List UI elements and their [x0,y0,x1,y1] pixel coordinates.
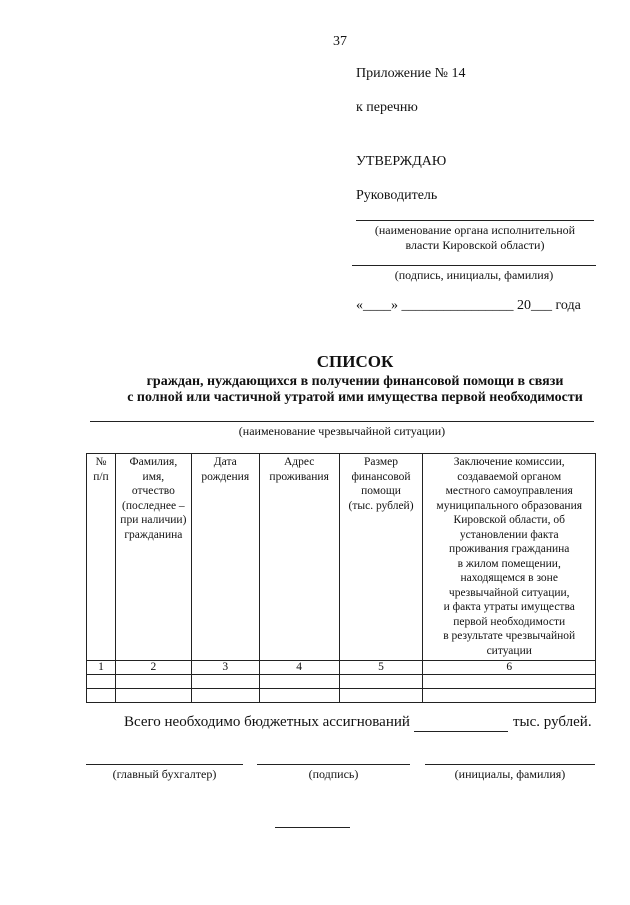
name-line-bottom [425,764,595,765]
signature-caption: (подпись, инициалы, фамилия) [394,268,554,282]
approval-date: «____» ________________ 20___ года [356,298,581,313]
col-header-aid-amount: Размер финансовой помощи (тыс. рублей) [339,454,423,661]
total-amount-line [414,731,508,732]
col-number-cell: 3 [191,661,259,675]
closing-rule [275,827,350,828]
col-number-cell: 1 [87,661,116,675]
col-number-cell: 2 [115,661,191,675]
total-unit: тыс. рублей. [513,714,592,730]
signature-caption-bottom: (подпись) [308,767,359,781]
table-row [87,689,596,703]
to-list-label: к перечню [356,100,418,115]
emergency-caption: (наименование чрезвычайной ситуации) [238,424,446,438]
page-number: 37 [333,34,347,49]
signature-line-bottom [257,764,410,765]
table-header-row [87,454,596,661]
title-line-1: граждан, нуждающихся в получении финансовой помощи в связи [146,374,564,389]
appendix-label: Приложение № 14 [356,66,466,81]
col-header-address: Адрес проживания [259,454,339,661]
table-row [87,675,596,689]
accountant-line [86,764,243,765]
org-caption-line-2: власти Кировской области) [405,238,545,252]
head-label: Руководитель [356,188,438,203]
signature-line [352,265,596,266]
col-header-birth-date: Дата рождения [191,454,259,661]
col-header-number: № п/п [87,454,116,661]
total-label: Всего необходимо бюджетных ассигнований [124,714,410,730]
approve-label: УТВЕРЖДАЮ [356,154,447,169]
col-number-cell: 4 [259,661,339,675]
org-name-line [356,220,594,221]
col-header-commission-conclusion: Заключение комиссии, создаваемой органом местного самоуправления муниципального образования Кировской области, об установлении факта проживания гражданина в жилом помещении, находящемся в зоне чрезвычайной ситуации, и факта утраты имущества первой необходимости в результате чрезвычайной ситуации [423,454,596,661]
title-main: СПИСОК [316,352,394,371]
col-header-full-name: Фамилия, имя, отчество (последнее – при наличии) гражданина [115,454,191,661]
col-number-cell: 5 [339,661,423,675]
name-caption-bottom: (инициалы, фамилия) [454,767,566,781]
accountant-caption: (главный бухгалтер) [112,767,217,781]
title-line-2: с полной или частичной утратой ими имущества первой необходимости [127,390,583,405]
col-number-cell: 6 [423,661,596,675]
org-caption [356,223,594,253]
document-title [60,352,630,406]
table-numbering-row [87,661,596,675]
org-caption-line-1: (наименование органа исполнительной [374,223,576,237]
citizens-table [86,453,596,703]
emergency-name-line [90,421,594,422]
